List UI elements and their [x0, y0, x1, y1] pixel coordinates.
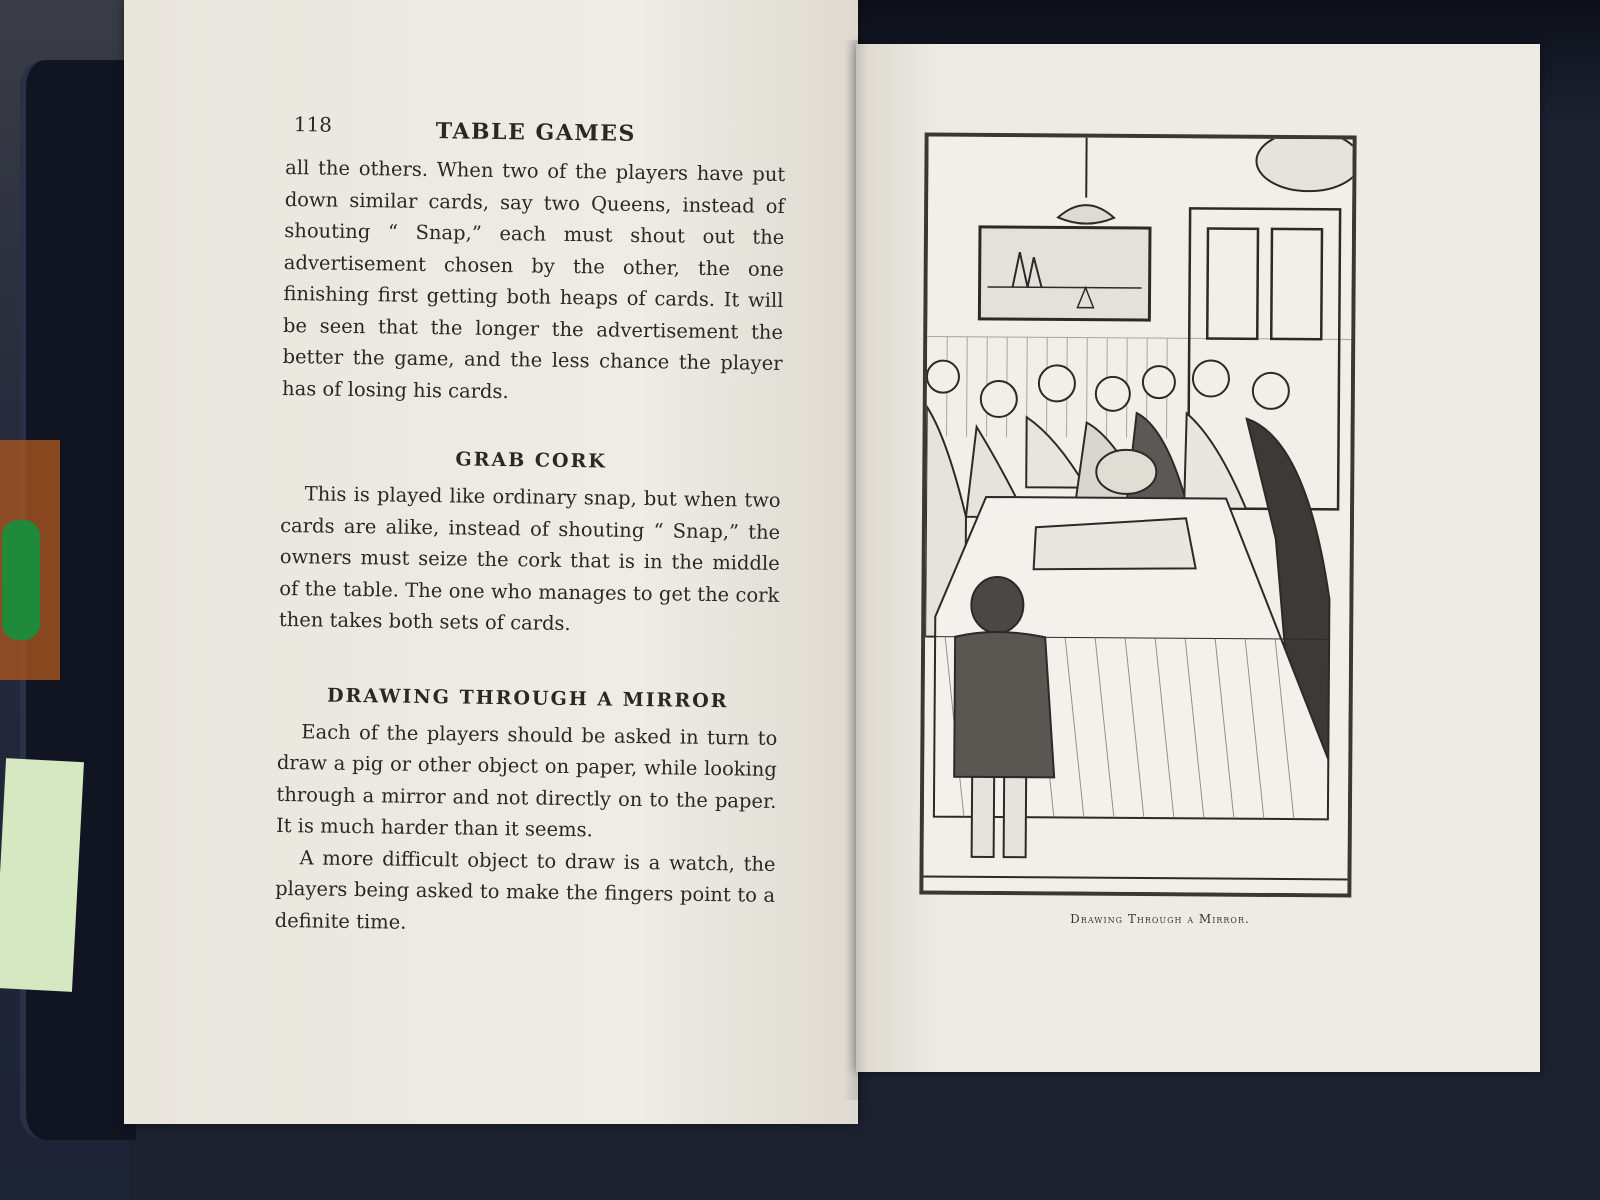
- running-head: [285, 112, 786, 159]
- drawing-mirror-paragraph-2: A more difficult object to draw is a watch, the players being asked to make the fingers point to a definite time.: [274, 845, 776, 934]
- drawing-mirror-paragraph-1: Each of the players should be asked in turn to draw a pig or other object on paper, while looking through a mirror and not directly on to the paper. It is much harder than it seems.: [275, 719, 778, 842]
- left-page-text: [274, 112, 785, 943]
- book-gutter: [844, 40, 868, 1100]
- page-number: 118: [293, 112, 333, 137]
- illustration-drawing: [923, 137, 1352, 894]
- section-heading-drawing-mirror: DRAWING THROUGH A MIRROR: [326, 684, 729, 712]
- grab-cork-paragraph: This is played like ordinary snap, but when two cards are alike, instead of shouting “ Snap,” the owners must seize the cork that is in the middle of the table. The one who manages to get the cork then takes both sets of cards.: [278, 482, 781, 636]
- running-title: TABLE GAMES: [435, 118, 637, 147]
- sticky-note: [0, 758, 84, 992]
- picture-frame-drawing: [979, 227, 1150, 320]
- green-marker: [2, 520, 40, 640]
- continuation-paragraph: all the others. When two of the players have put down similar cards, say two Queens, instead of shouting “ Snap,” each must shout out the advertisement chosen by the other, the one finishing first getting both heaps of cards. It will be seen that the longer the advertisement the better the game, and the less chance the player has of losing his cards.: [281, 155, 786, 403]
- illustration-caption: Drawing Through a Mirror.: [1070, 912, 1250, 926]
- section-heading-grab-cork: GRAB CORK: [455, 448, 608, 473]
- illustration: [919, 133, 1356, 898]
